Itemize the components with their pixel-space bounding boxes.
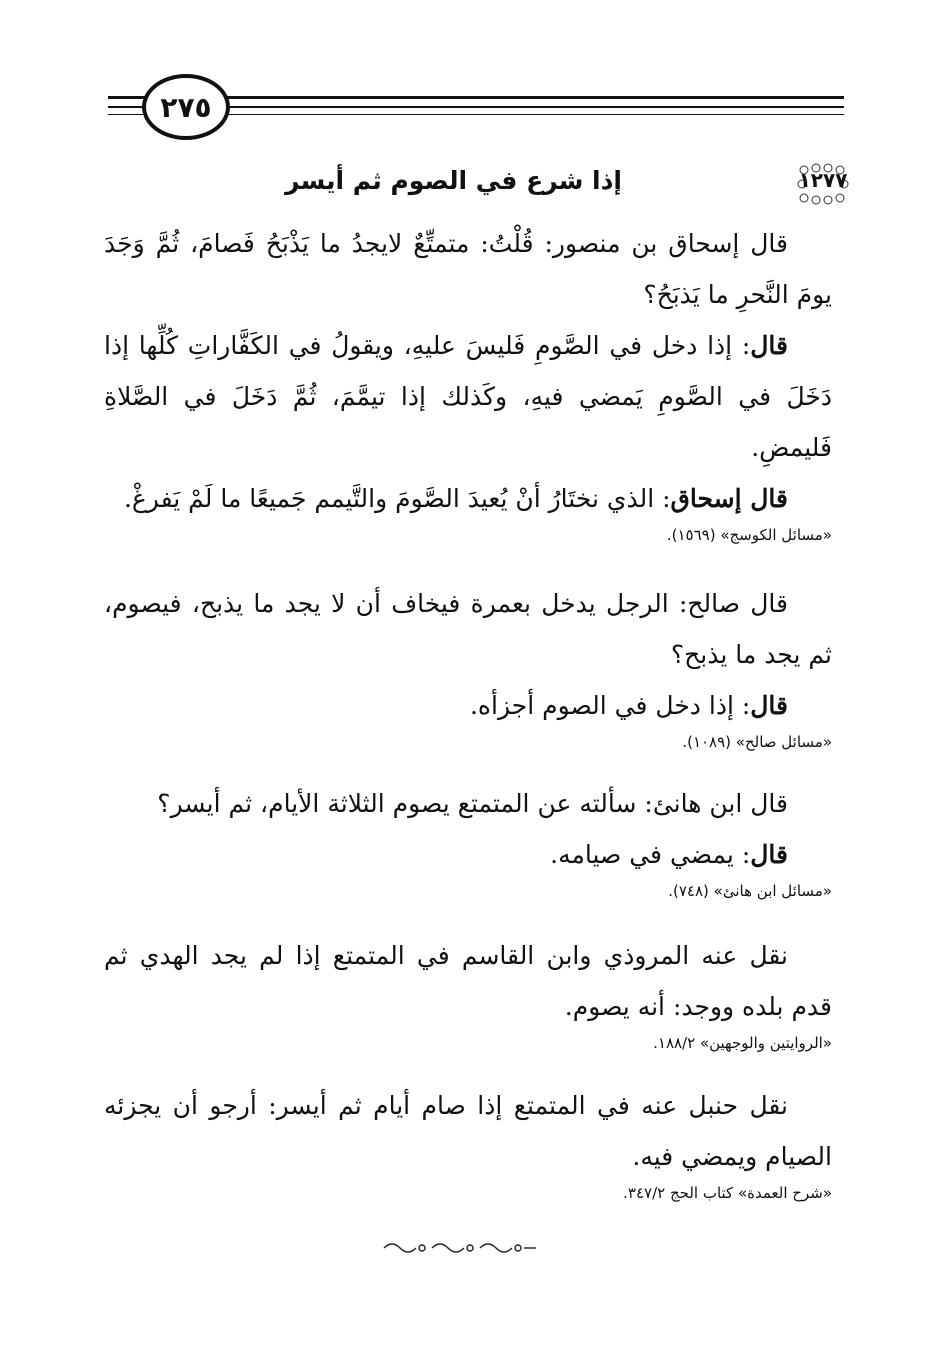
paragraph-text: : يمضي في صيامه. [550, 840, 751, 869]
paragraph [104, 930, 832, 1032]
section-number: ١٢٧٧ [798, 168, 848, 192]
paragraph-text: قال إسحاق بن منصور: قُلْتُ: متمتِّعٌ لايجدُ ما يَذْبَحُ فَصامَ، ثُمَّ وَجَدَ يومَ النَّحرِ ما يَذبَحُ؟ [104, 229, 832, 309]
paragraph-text: نقل عنه المروذي وابن القاسم في المتمتع إذا لم يجد الهدي ثم قدم بلده ووجد: أنه يصوم. [104, 941, 832, 1021]
footer-ornament-icon [380, 1240, 540, 1256]
qal-label: قال [750, 840, 788, 869]
paragraph [104, 778, 832, 829]
qal-label: قال [750, 691, 788, 720]
paragraph [104, 320, 832, 473]
paragraph-text: : الذي نختَارُ أنْ يُعيدَ الصَّومَ والتَّيمم جَميعًا ما لَمْ يَفرغْ. [123, 484, 671, 513]
paragraph [104, 680, 832, 731]
paragraph-text: : إذا دخل في الصوم أجزأه. [469, 691, 751, 720]
source-citation: «شرح العمدة» كتاب الحج ٣٤٧/٢. [623, 1184, 832, 1202]
page-number-oval [142, 74, 230, 140]
source-citation: «الروايتين والوجهين» ١٨٨/٢. [653, 1034, 832, 1052]
qal-label: قال [750, 331, 788, 360]
paragraph [104, 473, 832, 524]
page-number: ٢٧٥ [160, 90, 212, 124]
paragraph-text: قال صالح: الرجل يدخل بعمرة فيخاف أن لا يجد ما يذبح، فيصوم، ثم يجد ما يذبح؟ [104, 589, 832, 669]
text-block-4 [104, 930, 832, 1054]
text-block-2 [104, 578, 832, 753]
source-citation: «مسائل صالح» (١٠٨٩). [682, 733, 832, 751]
paragraph [104, 1080, 832, 1182]
paragraph-text: نقل حنبل عنه في المتمتع إذا صام أيام ثم أيسر: أرجو أن يجزئه الصيام ويمضي فيه. [104, 1091, 832, 1171]
paragraph-text: قال ابن هانئ: سألته عن المتمتع يصوم الثلاثة الأيام، ثم أيسر؟ [157, 789, 788, 818]
qal-label: قال إسحاق [670, 484, 788, 513]
text-block-5 [104, 1080, 832, 1204]
section-title: إذا شرع في الصوم ثم أيسر [285, 166, 622, 195]
paragraph-text: : إذا دخل في الصَّومِ فَليسَ عليهِ، ويقولُ في الكَفَّاراتِ كُلِّها إذا دَخَلَ في الصَّومِ يَمضي فيهِ، وكَذلك إذا تيمَّمَ، ثُمَّ دَخَلَ في الصَّلاةِ فَليمضِ. [104, 331, 832, 462]
paragraph [104, 829, 832, 880]
source-citation: «مسائل الكوسج» (١٥٦٩). [666, 526, 832, 544]
text-block-3 [104, 778, 832, 902]
paragraph [104, 218, 832, 320]
source-citation: «مسائل ابن هانئ» (٧٤٨). [668, 882, 832, 900]
text-block-1 [104, 218, 832, 546]
paragraph [104, 578, 832, 680]
